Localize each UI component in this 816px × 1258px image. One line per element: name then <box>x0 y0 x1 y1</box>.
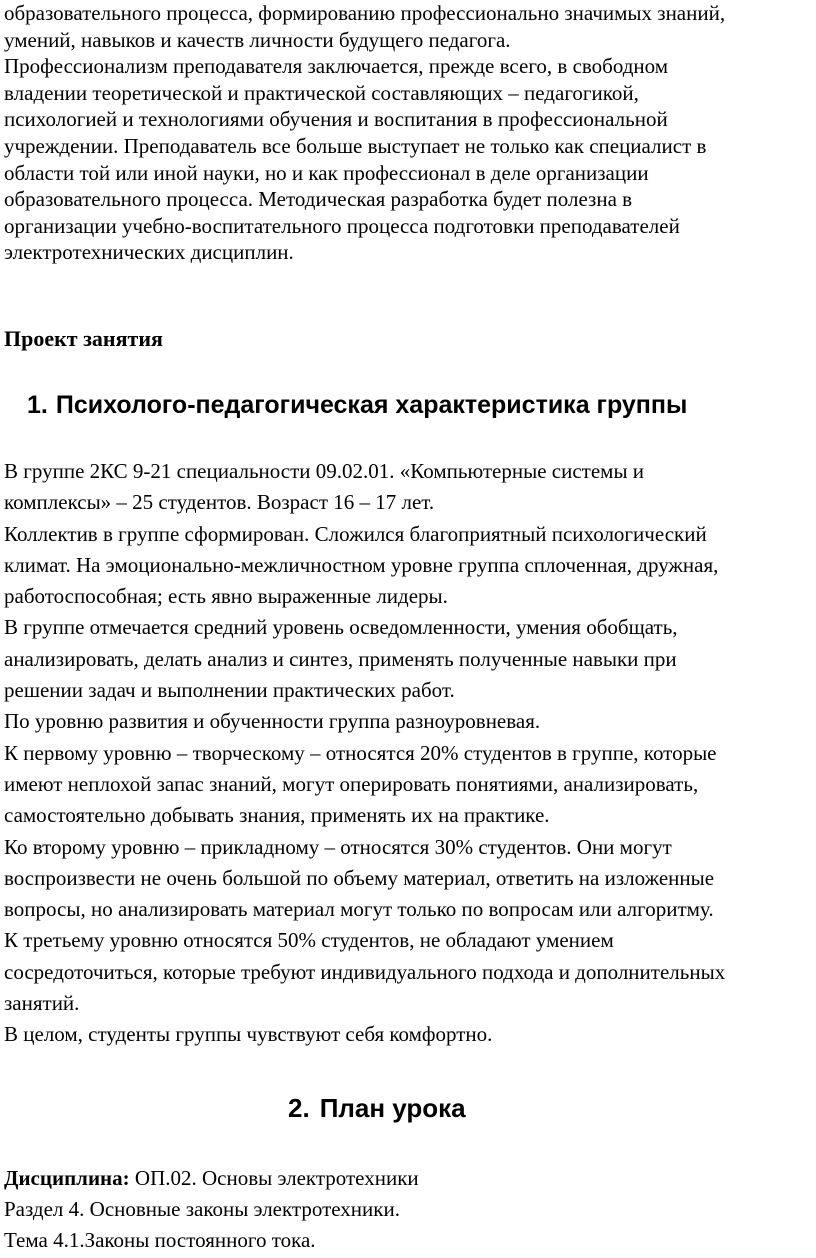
section-2-title: План урока <box>319 1093 466 1123</box>
discipline-value: ОП.02. Основы электротехники <box>129 1166 419 1190</box>
discipline-label: Дисциплина: <box>4 1166 130 1190</box>
project-heading: Проект занятия <box>4 326 163 351</box>
section-2-number: 2. <box>288 1093 310 1123</box>
lesson-plan <box>4 1163 814 1256</box>
paragraph-level-3: К третьему уровню относятся 50% студентов, не обладают умением сосредоточиться, которые требуют индивидуального подхода и дополнительных занятий. <box>4 928 726 1016</box>
section-1-body <box>4 456 816 1051</box>
paragraph-awareness: В группе отмечается средний уровень осведомленности, умения обобщать, анализировать, делать анализ и синтез, применять полученные навыки при решении задач и выполнении практических работ. <box>4 615 678 703</box>
paragraph-summary: В целом, студенты группы чувствуют себя комфортно. <box>4 1022 493 1047</box>
section-1-title: Психолого-педагогическая характеристика группы <box>55 391 688 419</box>
paragraph-group-info: В группе 2КС 9-21 специальности 09.02.01. «Компьютерные системы и комплексы» – 25 студентов. Возраст 16 – 17 лет. <box>4 459 645 515</box>
section-line: Раздел 4. Основные законы электротехники. <box>4 1197 400 1221</box>
section-2-heading <box>288 1090 466 1126</box>
discipline-line <box>4 1163 814 1194</box>
topic-line: Тема 4.1.Законы постоянного тока. <box>4 1228 316 1252</box>
section-1-number: 1. <box>27 391 48 419</box>
section-1-heading <box>27 388 687 422</box>
paragraph-levels: По уровню развития и обученности группа разноуровневая. <box>4 709 541 734</box>
paragraph-collective: Коллектив в группе сформирован. Сложился благоприятный психологический климат. На эмоционально-межличностном уровне группа сплоченная, дружная, работоспособная; есть явно выраженные лидеры. <box>4 521 719 609</box>
paragraph-level-2: Ко второму уровню – прикладному – относятся 30% студентов. Они могут воспроизвести не очень большой по объему материал, ответить на изложенные вопросы, но анализировать материал могут только по вопросам или алгоритму. <box>4 834 715 922</box>
paragraph-level-1: К первому уровню – творческому – относятся 20% студентов в группе, которые имеют неплохой запас знаний, могут оперировать понятиями, анализировать, самостоятельно добывать знания, применять их на практике. <box>4 740 717 828</box>
intro-paragraph: образовательного процесса, формированию профессионально значимых знаний, умений, навыков и качеств личности будущего педагога. Профессионализм преподавателя заключается, прежде всего, в свободном владении теоретической и практической составляющих – педагогикой, психологией и технологиями обучения и воспитания в профессиональной учреждении. Преподаватель все больше выступает не только как специалист в области той или иной науки, но и как профессионал в деле организации образовательного процесса. Методическая разработка будет полезна в организации учебно-воспитательного процесса подготовки преподавателей электротехнических дисциплин. <box>4 1 726 265</box>
